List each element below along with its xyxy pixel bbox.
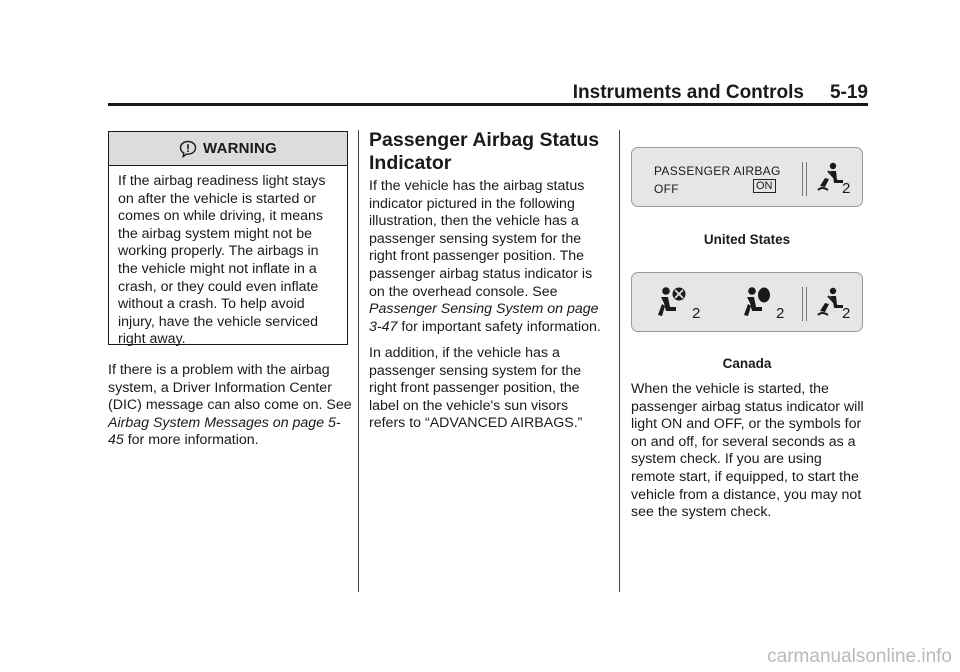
cross-reference-link[interactable]: Airbag System Messages on page 5-45: [108, 414, 341, 449]
paragraph-text: for more information.: [123, 432, 259, 449]
system-check-paragraph: When the vehicle is started, the passenger airbag status indicator will light ON and OFF, or the symbols for on and off, for several seconds as a system check. If you are using remote start, if equipped, to start the vehicle from a distance, you may not see the system check.: [631, 381, 864, 521]
warning-speech-icon: [179, 140, 197, 158]
airbag-off-icon: [654, 285, 688, 319]
seat-number: 2: [842, 180, 851, 197]
panel-label-passenger-airbag: PASSENGER AIRBAG: [654, 164, 781, 178]
section-title: Passenger Airbag Status Indicator: [369, 129, 600, 174]
header-text: [573, 82, 868, 104]
page-header: [108, 82, 868, 104]
seat-number: 2: [776, 305, 785, 322]
panel-divider: [802, 162, 803, 196]
panel-label-on: ON: [753, 179, 776, 193]
header-rule: [108, 103, 868, 106]
advanced-airbags-paragraph: In addition, if the vehicle has a passenger sensing system for the right front passenger position, the label on the vehicle's sun visors refers to “ADVANCED AIRBAGS.”: [369, 345, 583, 432]
airbag-on-icon: [740, 285, 774, 319]
column-divider-2: [619, 130, 620, 592]
paragraph-text: for important safety information.: [397, 318, 601, 335]
panel-label-off: OFF: [654, 182, 679, 196]
header-page-number: 5-19: [829, 82, 868, 103]
header-section-title: Instruments and Controls: [572, 82, 804, 103]
seat-number: 2: [842, 305, 851, 322]
warning-body: If the airbag readiness light stays on after the vehicle is started or comes on while driving, it means the airbag system might not be working properly. The airbags in the vehicle might not inflate in a crash, or they could even inflate without a crash. To help avoid injury, have the vehicle serviced right away.: [118, 173, 326, 348]
watermark: carmanualsonline.info: [767, 646, 952, 667]
seat-number: 2: [692, 305, 701, 322]
warning-header: [109, 132, 347, 166]
figure-caption-canada: Canada: [722, 356, 772, 371]
status-indicator-paragraph: [369, 178, 607, 336]
canada-indicator-panel: [631, 272, 863, 332]
airbag-problem-paragraph: [108, 362, 353, 450]
panel-divider: [806, 162, 807, 196]
column-divider-1: [358, 130, 359, 592]
panel-divider: [806, 287, 807, 321]
panel-divider: [802, 287, 803, 321]
warning-title: WARNING: [203, 140, 277, 157]
paragraph-text: If there is a problem with the airbag system, a Driver Information Center (DIC) message can also come on. See: [108, 362, 352, 414]
figure-caption-us: United States: [703, 232, 791, 247]
warning-box: [108, 131, 348, 348]
paragraph-text: If the vehicle has the airbag status indicator pictured in the following illustration, then the vehicle has a passenger sensing system for the right front passenger position. The passenger airbag status indicator is on the overhead console. See: [369, 178, 593, 300]
cross-reference-link[interactable]: Passenger Sensing System on page 3-47: [369, 301, 599, 335]
us-indicator-panel: [631, 147, 863, 207]
